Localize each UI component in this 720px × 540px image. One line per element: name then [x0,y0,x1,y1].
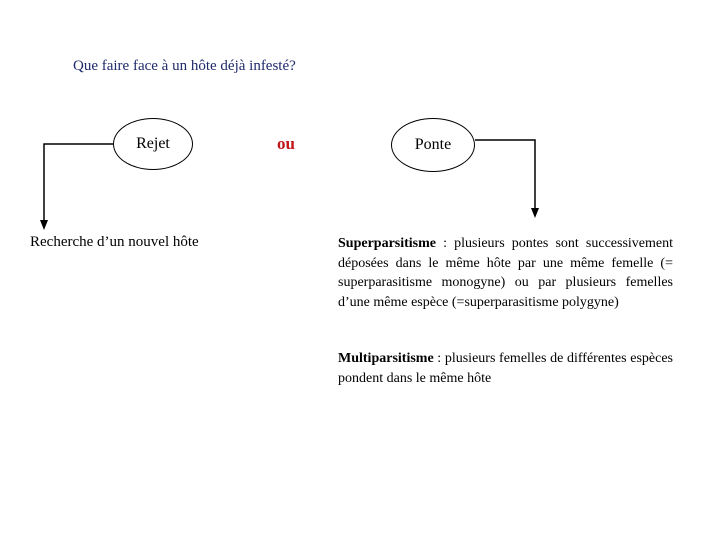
multiparasitisme-term: Multiparsitisme [338,351,434,366]
superparasitisme-text: : plusieurs pontes sont successivement déposées dans le même hôte par une même femelle (= superparasitisme monogyne) ou par plusieurs femelles d’une même espèce (=superparasitisme polygyne) [338,236,673,310]
node-rejet [113,118,193,170]
connector-ou: ou [277,134,295,153]
node-rejet-label: Rejet [136,135,170,152]
superparasitisme-definition [338,234,673,312]
arrow-rejet-to-recherche [44,144,113,222]
node-ponte [391,118,475,172]
page-title: Que faire face à un hôte déjà infesté? [73,58,296,74]
superparasitisme-term: Superparsitisme [338,236,436,251]
result-recherche-nouvel-hote: Recherche d’un nouvel hôte [30,234,199,250]
multiparasitisme-text: : plusieurs femelles de différentes espèces pondent dans le même hôte [338,351,673,386]
arrow-head-left [40,220,48,230]
arrow-head-right [531,208,539,218]
node-ponte-label: Ponte [414,136,452,153]
multiparasitisme-definition [338,349,673,388]
arrow-ponte-to-superparasitisme [475,140,535,210]
